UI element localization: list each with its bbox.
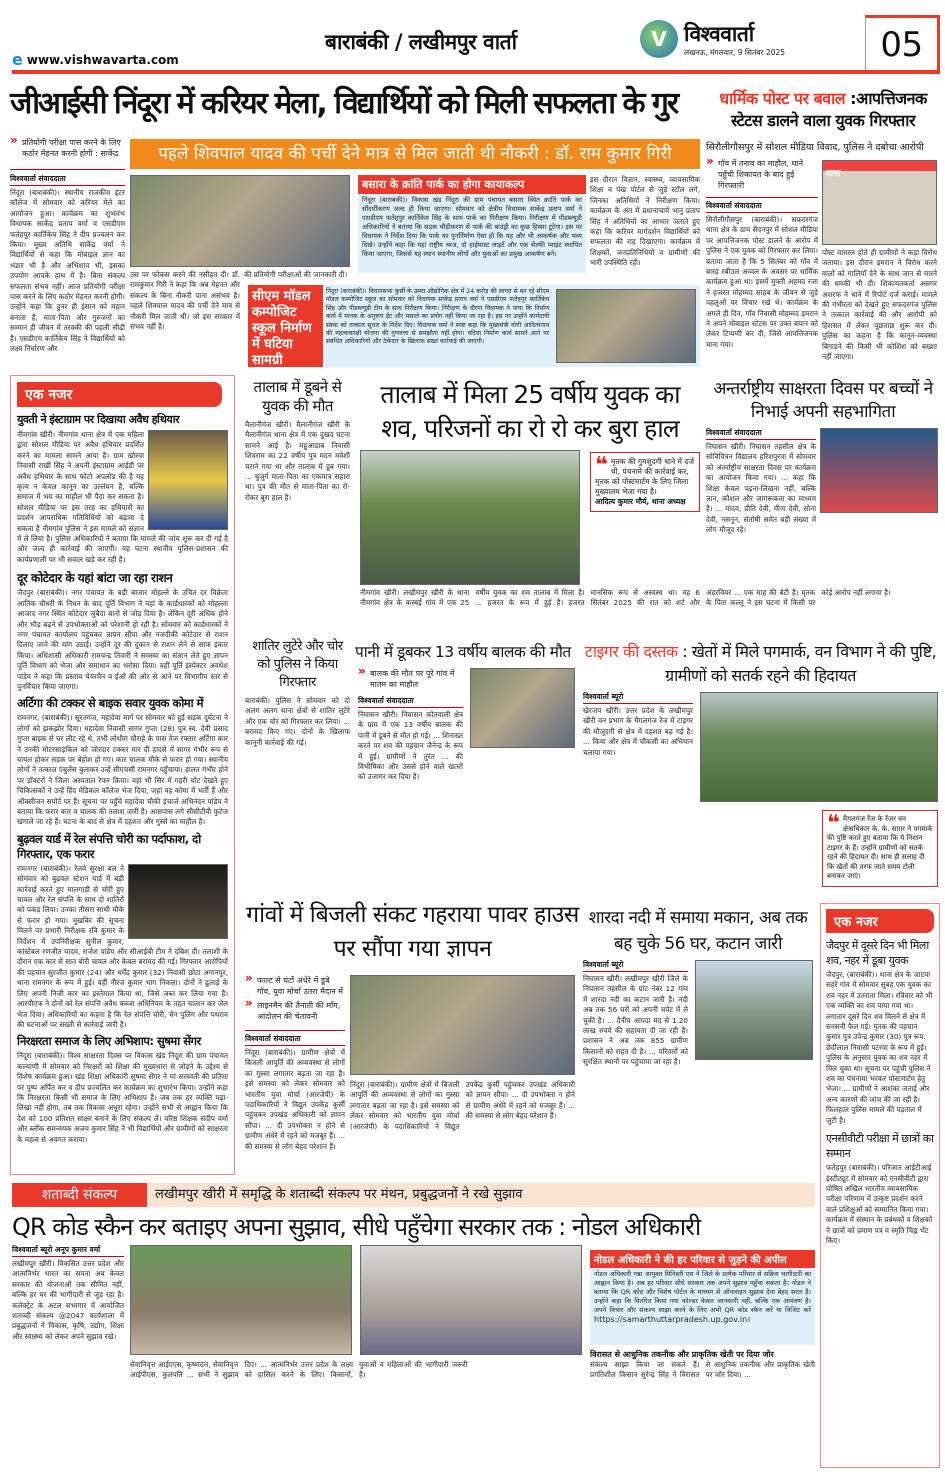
quote-icon: ❝ bbox=[595, 453, 608, 478]
cm-school-title: सीएम मॉडल कम्पोजिट स्कूल निर्माण में घटिया सामग्री bbox=[248, 285, 323, 367]
shatir-headline: शातिर लुटेरे और चोर को पुलिस ने किया गिरफ्तार bbox=[252, 639, 343, 690]
qr-subhead: विरासत से आधुनिक तकनीक और प्राकृतिक खेती पर दिया जोर bbox=[590, 1350, 774, 1359]
portal-link[interactable]: https://samarthuttarpradesh.up.gov.in। bbox=[594, 1315, 751, 1324]
ek-nazar-left-box bbox=[10, 375, 235, 1175]
story-title: निरक्षरता समाज के लिए अभिशाप: सुषमा सेंगर bbox=[17, 1034, 201, 1049]
dharmik-subtitle: सिरौलीगौसपुर में सोशल मीडिया विवाद, पुलिस ने दबोचा आरोपी bbox=[706, 142, 924, 153]
lead-bullet: » प्रतियोगी परीक्षा पास करने के लिए कठोर मेहनत करनी होगी : साकेंद्र bbox=[10, 137, 125, 159]
tiger-headline-rest: : खेतों में मिले पगमार्क, वन विभाग ने की पुष्टि, ग्रामीणों को सतर्क रहने की हिदायत bbox=[665, 642, 937, 685]
paani-bullet: » बालक की मौत पर पूरे गांव में मातम का माहौल bbox=[358, 668, 463, 690]
bijli-body-2: निंदूरा (बाराबंकी)। ग्रामीण क्षेत्रों में बिजली आपूर्ति की अव्यवस्था से लोगों का गुस्सा लगातार बढ़ता जा रहा है। इसे समस्या को लेकर सोमवार को भारतीय युवा मोर्चा (आरजेपी) के पदाधिकारियों ने विद्युत उपकेंद्र कुर्सी पहुंचकर उपखंड अधिकारी को ज्ञापन सौंपा। ... दी उपभोक्ता न होने से ग्रामीण अंधेरे में रहने को मजबूर हैं। ... की समस्या से लोग बेहद परेशान हैं। bbox=[350, 1080, 575, 1131]
nodal-box-body: नोडल अधिकारी गन्ना आयुक्त मिनिस्ती एस ने जिले के प्रत्येक परिवार से सक्रिय भागीदारी का आह्वान किया है। अब हर परिवार सीधे सरकार तक अपने सुझाव पहुँचा सकता है। नोडल ने बताया कि QR कोड और विशेष पोर्टल के माध्यम से ऑनलाइन सुझाव देना बेहद सरल है। उन्होंने कहा कि वितरित किया गया फोल्डर केवल जानकारी नहीं, बल्कि एक आमंत्रण है। अपने विचार और संकल्प साझा करने के लिए अभी QR कोड स्कैन करें या विजिट करें bbox=[594, 1270, 811, 1314]
doobne-body: मैलानीगंज खीरी। मैलानीगंज खीरी के मैलानीगंज थाना क्षेत्र में एक दुखद घटना सामने आई है। महुआडाब निवासी शिवराम का 22 वर्षीय पुत्र मदन मवेशी चराने गया था और तालाब में डूब गया। ... बुजुर्ग माता-पिता का एकमात्र सहारा था। पुत्र की मौत से माता-पिता का रो-रोकर बुरा हाल है। bbox=[245, 420, 350, 502]
hall-photo bbox=[360, 1245, 582, 1355]
cm-school-body: निंदूरा (बाराबंकी)। विधानसभा कुर्सी के उमरा औद्योगिक क्षेत्र में 24 करोड़ की लागत से बन रहे सीएम मॉडल कम्पोजिट स्कूल का सोमवार को विधायक साकेंद्र प्रताप वर्मा ने एसडीएम फतेहपुर कार्तिकेय सिंह और पीडब्ल्यूडी टीम के साथ निरीक्षण किया। निरीक्षण के दौरान विधायक ने पाया कि निर्माण कार्य में मानक के अनुरूप ईंट और मसाले का प्रयोग नहीं किया जा रहा है। इस पर उन्होंने कार्यदायी संस्था को तत्काल सुधार के निर्देश दिए। विधायक वर्मा ने स्पष्ट कहा कि मुख्यमंत्री योगी आदित्यनाथ की महत्वाकांक्षी योजना की गुणवत्ता से समझौता नहीं होगा। घटिया निर्माण कार्य सामने आने पर संबंधित अधिकारियों और ठेकेदार के खिलाफ सख्त कार्रवाई की जाएगी। bbox=[325, 288, 550, 346]
story-body: नीमगांव खीरी। नीमगांव थाना क्षेत्र में एक महिला द्वारा सोशल मीडिया पर अवैध हथियार प्रदर्शित करने का मामला सामने आया है। ग्राम खोरवा निवासी राखी सिंह ने अपनी इंस्टाग्राम आईडी पर अवैध हथियार के साथ फोटो अपलोड की है यह कृत्य न केवल कानून का उल्लंघन है, बल्कि समाज में भय का माहौल भी पैदा कर सकता है। सोशल मीडिया पर इस तरह का हथियारों का प्रदर्शन आपराधिक गतिविधियों को बढ़ावा दे सकता है नीमगांव पुलिस ने इस मामले को संज्ञान में ले लिया है। पुलिस अधिकारियों ने बताया कि मामले की जांच शुरू कर दी गई है और जल्द ही कार्रवाई की जाएगी। यह घटना स्थानीय पुलिस-प्रशासन की कार्यप्रणाली पर भी सवाल खड़े कर रही है। bbox=[17, 430, 228, 564]
lead-banner: पहले शिवपाल यादव की पर्ची देने मात्र से मिल जाती थी नौकरी : डॉ. राम कुमार गिरी bbox=[130, 139, 700, 169]
kranti-park-title: बसारा के क्रांति पार्क का होगा कायाकल्प bbox=[358, 175, 586, 194]
qr-headline: QR कोड स्कैन कर बताइए अपना सुझाव, सीधे पहुँचेगा सरकार तक : नोडल अधिकारी bbox=[12, 1213, 701, 1241]
globe-v-icon: V bbox=[640, 20, 678, 58]
dharmik-bullet: » गॉव में तनाव का माहौल, थाने पहुँची शिकायत के बाद हुई गिरफ्तारी bbox=[706, 158, 818, 191]
kranti-park-box bbox=[358, 175, 586, 273]
kranti-park-body: निंदूरा (बाराबंकी)। विकास खंड निंदूरा की ग्राम पंचायत बसारा स्थित क्रांति पार्क का सौंदर्यीकरण जल्द ही किया जाएगा। सोमवार को क्षेत्रीय विधायक साकेंद्र प्रताप वर्मा ने एसडीएम फतेहपुर कार्तिकेय सिंह के साथ पार्क का निरीक्षण किया। निरीक्षण में पीडब्ल्यूडी अधिकारियों ने बताया कि सड़क चौड़ीकरण से पार्क की बाउंड्री का कुछ हिस्सा टूटेगा। इस पर विधायक ने निर्देश दिया कि पार्क का पुनर्निर्माण ऐसा हो कि यह और भी आकर्षक और भव्य दिखे। उन्होंने कहा कि यहां राष्ट्रीय ध्वज, दो हाईमास्ट लाइटें और एक सेल्फी प्वाइंट स्थापित किया जाएगा, जिससे यह स्थान स्थानीय लोगों और युवाओं का प्रमुख आकर्षण बने। bbox=[362, 196, 582, 258]
shatir-body: बाराबंकी। पुलिस ने सोमवार को दो अलग अलग थाना क्षेत्रों से शातिर लुटेरे और एक चोर को गिरफ्तार कर लिया। ... बरामद किए गए। दोनों के खिलाफ कानूनी कार्रवाई की गई। bbox=[245, 696, 350, 747]
talab-quote: ❝ मृतक की गुमशुदगी थाने में दर्ज थी, पंचनामे की कार्रवाई कर, मृतक को पोस्टमार्टम के लिए जिला मुख्यालय भेजा गया है। आदित्य कुमार मौर्य, थाना अध्यक्ष bbox=[590, 452, 700, 512]
section-title: बाराबंकी / लखीमपुर वार्ता bbox=[325, 30, 517, 54]
sharda-byline: विश्ववार्ता ब्यूरो bbox=[583, 960, 688, 972]
career-fair-photo bbox=[130, 175, 350, 267]
sharda-headline: शारदा नदी में समाया मकान, अब तक बह चुके 56 घर, कटान जारी bbox=[588, 908, 808, 954]
pond-photo bbox=[360, 450, 580, 585]
story-body: जैदपुर, (बाराबंकी)। थाना क्षेत्र के जाटवा सहरे गांव में सोमवार सुबह एक युवक का शव नहर में उतराता मिला। रविवार को भी एक व्यक्ति का शव पाया गया था। लगातार दूसरे दिन शव मिलने से क्षेत्र में सनसनी फैल गई। मृतक की पहचान कुमार पुत्र उपेन्द्र कुमार (30) पुत्र रूप. छेदीलाल निवासी पटरवा के रूप में हुई। पुलिस के अनुसार युवक का शव नहर में मिल चुका था। सूचना पर पहुंची पुलिस ने शव का पंचनामा भरकर पोस्टमार्टम हेतु भेजा। ... ग्रामीणों ने आशंका जताई और अन्य कारणों की जांच की जा रही है। फिलहाल पुलिस मामले की पड़ताल में जुटी है। bbox=[826, 970, 933, 1125]
woman-photo bbox=[148, 430, 228, 530]
talab-body: नीमगांव खीरी। लखीमपुर खीरी के थाना नीमगांव क्षेत्र के कस्बई गांव में एक 25 वर्षीय युवक का शव तालाब में मिला है। ... हजरत के रूप में हुई है। हजरत मानसिक रूप से अस्वस्थ था। वह 6 सितंबर 2025 की रात को शर्ट और अंडरवियर ... एक माह की बेटी है। मृतक के पिता कल्लू ने इस घटना में किसी पर कोई आरोप नहीं लगाया है। bbox=[360, 588, 891, 608]
quote-icon: ❝ bbox=[827, 811, 840, 836]
paani-headline: पानी में डूबकर 13 वर्षीय बालक की मौत bbox=[355, 643, 571, 661]
story-body: रामनगर, (बाराबंकी)। सूरतगंज, महादेवा मार्ग पर सोमवार को हुई सड़क दुर्घटना ने लोगों को झकझोर दिया। महादेवा निवासी सागर गुप्ता (28) पुत्र स्व. देवी प्रसाद गुप्ता बाइक से घर लौट रहे थे, तभी लोधौरा चौराहे के पास तेज रफ्तार अर्टिगा कार ने उनकी मोटरसाइकिल को जोरदार टक्कर मार दी हादसे में सागर गंभीर रूप से घायल होकर सड़क पर बेहोश हो गए। कार चालक मौके से फरार हो गया। स्थानीय लोगों ने तत्काल एंबुलेंस बुलाकर उन्हें सीएचसी रामनगर पहुँचाया। हालत गंभीर होने पर डॉक्टरों ने जिला अस्पताल रेफर किया। वहां भी सिर में गहरी चोट देखते हुए चिकित्सकों ने उन्हें हिंद मेडिकल कॉलेज भेज दिया, जहां वह कोमा में भर्ती हैं और ऑक्सीजन सपोर्ट पर हैं। सूचना पर पहुँचे महादेवा चौकी इंचार्ज अभिनंदन पांडेय ने बताया कि फरार कार व चालक की तलाश जारी है। आसपास लगे सीसीटीवी फुटेज खंगाले जा रहे हैं। घटना के बाद से क्षेत्र में दहशत और गुस्से का माहौल है। bbox=[17, 713, 228, 827]
boy-photo bbox=[470, 668, 575, 748]
power-house-photo bbox=[350, 975, 575, 1075]
bijli-bullet: » फाल्ट से घंटों अंधेरे में डूबे गॉव, युवा मोर्चा उतरा मैदान में bbox=[245, 975, 345, 997]
story-title: जैदपुर में दूसरे दिन भी मिला शव, नहर में डूबा युवक bbox=[826, 939, 929, 967]
children-photo bbox=[820, 428, 938, 513]
tiger-headline-red: टाइगर की दस्तक bbox=[584, 642, 678, 661]
photo-sign: थाना bbox=[825, 169, 841, 179]
school-site-photo bbox=[556, 289, 696, 363]
story-title: दूर कोटेदार के यहां बांटा जा रहा राशन bbox=[17, 571, 173, 586]
doobne-headline: तालाब में डूबने से युवक की मौत bbox=[253, 378, 342, 415]
dharmik-body: सिरौलीगौसपुर (बाराबंकी)। सफदरगंज थाना क्षेत्र के ग्राम सैदनपुर में सोशल मीडिया पर आपत्तिजनक पोस्ट डालने के आरोप में पुलिस ने एक युवक को गिरफ्तार कर लिया। बताया जाता है कि 5 सितंबर को गाँव में बारह रबीउल अव्वल के अवसर पर धार्मिक कार्यक्रम हुआ था। इसमें मुफ्ती अहमद रजा ने हजरत मोहम्मद साहब के जीवन से जुड़े पहलुओं पर विचार रखे थे। कार्यक्रम के अगले ही दिन, गाँव निवासी मोहम्मद इमरान ने अपने मोबाइल स्टेटस पर उक्त बयान को लेकर टिप्पणी कर दी, जिसे आपत्तिजनक माना गया। bbox=[706, 215, 818, 349]
bijli-byline: विश्ववार्ता संवाददाता bbox=[245, 1030, 345, 1046]
page-number-box bbox=[865, 15, 940, 73]
shatabdi-strip bbox=[12, 1183, 815, 1207]
police-station-photo bbox=[822, 160, 937, 245]
bijli-headline: गांवों में बिजली संकट गहराया पावर हाउस पर सौंपा गया ज्ञापन bbox=[246, 902, 579, 962]
lead-headline: जीआईसी निंदूरा में करियर मेला, विद्यार्थियों को मिली सफलता के गुर bbox=[10, 86, 678, 121]
sharda-body: निघासन खीरी। लखीमपुर खीरी जिले के निघासन तहसील के ग्रांट नंबर 12 गांव में शारदा नदी का कटान जारी है। नदी अब तक 56 घरों को अपनी चपेट में ले चुकी है। ... दैनीय आपदा मद से 1.20 लाख रुपये की सहायता दी जा रही है। प्रशासन ने अब तक 855 ग्रामीण किसानों को राहत दी है। ... परिवारों को सुरक्षित स्थानों पर पहुंचाया जा रहा है। bbox=[583, 974, 688, 1067]
saksharta-body: निघासन खीरी। निघासन तहसील क्षेत्र के सोवियित्रन विद्यालय हरिशपुरवा में सोमवार को अंतर्राष्ट्रीय साक्षरता दिवस पर कार्यक्रम का आयोजन किया गया। ... कहा कि शिक्षा केवल पढ़ना-लिखना नहीं, बल्कि ज्ञान, कौशल और जागरूकता का माध्यम है। ... यादव, प्रीति देवी, मीना देवी, सोना देवी, नसनुन, संतोषी समेत बड़ी संख्या में लोग मौजूद रहे। bbox=[706, 442, 816, 535]
story-body: रामनगर (बाराबंकी)। रेलवे सुरक्षा बल ने सोमवार को बुढ़वल स्टेशन यार्ड में बड़ी कार्रवाई करते हुए मालगाड़ी से चोरी हुए चावल और रेल संपत्ति के साथ दो शातिरों को पकड़ लिया। उनका तीसरा साथी मौके से फरार हो गया। मुखबिर की सूचना मिलने पर प्रभारी निरीक्षक रवि कुमार के निर्देशन में उपनिरीक्षक सुनील कुमार, कांस्टेबल रणजीत यादव, राजेश पांडेय और सीआईबी टीम ने दबिश दी। तलाशी के दौरान एक कार से सात बोरी चावल और केबल बरामद की गई। गिरफ्तार आरोपियों की पहचान सुरजीत कुमार (24) और धर्मेंद्र कुमार (32) निवासी छोटा अगानपुर, थाना रामनगर के रूप में हुई। वहीं नीरज कुमार भाग निकला। दोनों ने ढुलाई के लिए अपनी निजी कार का इस्तेमाल किया था, जिसे जब्त कर लिया गया है। आरपीएफ ने दोनों को रेल संपत्ति अवैध कब्जा अधिनियम के तहत चालान कर जेल भेज दिया। अधिकारियों का कहना है कि रेल संपत्ति चोरी, चेन पुलिंग और पथराव की घटनाओं पर सख्ती से कार्रवाई जारी है। bbox=[17, 863, 228, 1029]
website-url[interactable]: e www.vishwavarta.com bbox=[12, 50, 179, 69]
qr-body-2: सेवानिवृत्त आईएएस, कृष्णदत्त, सेवानिवृत्त आईपीएस, कुलपति ... सभी ने सुझाव दिए। ... आत्मनिर्भर उत्तर प्रदेश के लक्ष्य को हासिल करने के लिए। किसानों, युवाओं व महिलाओं की भागीदारी जरूरी है। bbox=[130, 1360, 468, 1380]
lead-body-4: इस दौरान विज्ञान, स्वास्थ्य, व्यावसायिक शिक्षा व पंख पोर्टल से जुड़े स्टॉल लगे, जिनका अतिथियों ने निरीक्षण किया। कार्यक्रम के अंत में प्रधानाचार्य भानु प्रताप सिंह ने अतिथियों का आभार जताते हुए कहा कि करियर मार्गदर्शन विद्यार्थियों को सफलता की राह दिखाएगा। कार्यक्रम में शिक्षकों, जनप्रतिनिधियों व ग्रामीणों की भारी उपस्थिति रही। bbox=[590, 175, 700, 268]
paani-body: निघासन खीरी। निघासन कोतवाली क्षेत्र के ग्राम में एक 13 वर्षीय बालक की पानी में डूबने से मौत हो गई। ... शिनाख्त करने पर शव की पहचान जैनेन्द्र के रूप में हुई। ग्रामीणों ने तुरंत ... की विभीषिका और उससे होने वाले खतरों को उजागर कर दिया है। bbox=[358, 710, 463, 782]
story-body: फतेहपुर (बाराबंकी)। परिजात आईटीआई इंस्टीट्यूट में सोमवार को एनसीवीटी द्वारा घोषित अखिल भारतीय व्यावसायिक परीक्षा परिणाम में उत्कृष्ट प्रदर्शन करने वाले प्रशिक्षुओं को सम्मानित किया गया। कार्यक्रम में संस्थान के प्रबंधकों व शिक्षकों ने छात्रों को प्रमाण पत्र व स्मृति चिह्न भेंट किए। bbox=[826, 1163, 933, 1245]
page-number: 05 bbox=[880, 25, 923, 65]
dharmik-headline-red: धार्मिक पोस्ट पर बवाल bbox=[719, 89, 846, 108]
paani-byline: विश्ववार्ता संवाददाता bbox=[358, 696, 463, 708]
nodal-box-title: नोडल अधिकारी ने की हर परिवार से जुड़ने की अपील bbox=[590, 1250, 815, 1268]
nodal-box bbox=[590, 1250, 815, 1345]
shatabdi-strip-text: लखीमपुर खीरी में समृद्धि के शताब्दी संकल्प पर मंथन, प्रबुद्धजनों ने रखे सुझाव bbox=[155, 1187, 523, 1202]
qr-body: लखीमपुर खीरी। विकसित उत्तर प्रदेश और आत्मनिर्भर भारत का सपना अब केवल सरकार की योजनाओं तक सीमित नहीं, बल्कि हर घर की भागीदारी से जुड़ रहा है। कलेक्ट्रेट के अटल सभागार में आयोजित शताब्दी संकल्प @2047 कार्यशाला में प्रबुद्धजनों ने विकास, कृषि, उद्योग, शिक्षा और स्वास्थ्य को लेकर अपने सुझाव रखे। bbox=[12, 1259, 124, 1341]
story-body: निंदूरा (बाराबंकी)। विश्व साक्षरता दिवस पर विकास खंड निंदूरा की ग्राम पंचायत कल्याणी में सोमवार को निरक्षरों को शिक्षा की मुख्यधारा से जोड़ने के उद्देश्य से विशेष कार्यक्रम हुआ। खंड शिक्षा अधिकारी सुषमा सेंगर ने मां सरस्वती की प्रतिमा पर पुष्प अर्पित कर व दीप प्रज्वलित कर कार्यक्रम का शुभारंभ किया। उन्होंने कहा कि निरक्षरता किसी भी समाज के लिए अभिशाप है। जब तक हर व्यक्ति पढ़ा-लिखा नहीं होगा, तब तक विकास अधूरा रहेगा। उन्होंने सभी से आह्वान किया कि देश को 100 प्रतिशत साक्षर बनाने के लिए संकल्प लें। वरिष्ठ शिक्षक संदीप वर्मा और ब्लॉक समन्वयक अजय कुमार सिंह ने भी विद्यार्थियों और ग्रामीणों को साक्षरता के महत्व से अवगत कराया। bbox=[17, 1051, 228, 1144]
dharmik-headline-rest: :आपत्तिजनक स्टेटस डालने वाला युवक गिरफ्तार bbox=[730, 89, 927, 130]
gathering-photo bbox=[130, 1245, 352, 1355]
pugmark-photo bbox=[700, 692, 938, 802]
lead-body: निंदूरा (बाराबंकी)। स्थानीय राजकीय इंटर कॉलेज में सोमवार को करियर मेले का आयोजन हुआ। कार्यक्रम का शुभारंभ विधायक साकेंद्र प्रताप वर्मा व एसडीएम फतेहपुर कार्तिकेय सिंह ने दीप प्रज्वलन कर किया। मुख्य अतिथि साकेंद्र वर्मा ने विद्यार्थियों से कहा कि मोबाइल ज्ञान का भंडार भी है और अभिशाप भी, इसका उपयोग आपके हाथ में है। बिना संकल्प सफलता संभव नहीं। आज प्रतियोगी परीक्षा पास करने के लिए कठोर मेहनत करनी होगी। उन्होंने कहा कि हुनर ही इंसान को महान बनाता है, माता-पिता और गुरुजनों का सम्मान ही जीवन में तरक्की की पहली सीढ़ी है। एसडीएम कार्तिकेय सिंह ने विद्यार्थियों को लक्ष्य निर्धारण और bbox=[10, 188, 125, 354]
tiger-headline bbox=[583, 640, 938, 688]
header-rule bbox=[12, 70, 940, 74]
lead-body-2: उस पर फोकस करने की नसीहत दी। डॉ. रामकुमार गिरी ने कहा कि अब मेहनत और संकल्प के बिना नौकरी पाना असंभव है। पहले शिवपाल यादव की पर्ची देने मात्र से नौकरी मिल जाती थी। जो इस सरकार में संभव नहीं है। bbox=[130, 270, 240, 332]
dharmik-byline: विश्ववार्ता संवाददाता bbox=[706, 197, 818, 213]
dateline: लखनऊ, मंगलवार, 9 सितंबर 2025 bbox=[684, 48, 786, 57]
ek-nazar-tag: एक नजर bbox=[17, 382, 222, 407]
saksharta-headline: अन्तर्राष्ट्रीय साक्षरता दिवस पर बच्चों ने निभाई अपनी सहभागिता bbox=[713, 379, 933, 422]
story-title: एनसीवीटी परीक्षा में छात्रों का सम्मान bbox=[826, 1132, 934, 1161]
story-title: बुढ़वल यार्ड में रेल संपत्ति चोरी का पर्दाफाश, दो गिरफ्तार, एक फरार bbox=[17, 831, 201, 861]
browser-e-icon: e bbox=[12, 50, 23, 69]
dharmik-headline bbox=[706, 88, 940, 132]
tiger-byline: विश्ववार्ता ब्यूरो bbox=[583, 692, 693, 704]
bijli-bullet: » लाइनमैन की तैनाती की मॉंग, आंदोलन की चेतावनी bbox=[245, 1000, 345, 1022]
lead-body-3: की प्रतियोगी परीक्षाओं की जानकारी दी। bbox=[244, 270, 348, 279]
rpf-photo bbox=[128, 864, 228, 939]
cm-school-box bbox=[248, 285, 700, 367]
bijli-body: निंदूरा (बाराबंकी)। ग्रामीण क्षेत्रों में बिजली आपूर्ति की अव्यवस्था से लोगों का गुस्सा लगातार बढ़ता जा रहा है। इसे समस्या को लेकर सोमवार को भारतीय युवा मोर्चा (आरजेपी) के पदाधिकारियों ने विद्युत उपकेंद्र कुर्सी पहुंचकर उपखंड अधिकारी को ज्ञापन सौंपा। ... दी उपभोक्ता न होने से ग्रामीण अंधेरे में रहने को मजबूर हैं। ... की समस्या से लोग बेहद परेशान हैं। bbox=[245, 1048, 345, 1151]
ek-nazar-tag: एक नजर bbox=[826, 909, 934, 933]
paper-name: विश्ववार्ता bbox=[684, 22, 754, 46]
river-photo bbox=[695, 960, 813, 1060]
story-title: अर्टिगा की टक्कर से बाइक सवार युवक कोमा में bbox=[17, 696, 204, 711]
paper-logo bbox=[640, 20, 785, 58]
story-title: युवती ने इंस्टाग्राम पर दिखाया अवैध हथियार bbox=[17, 413, 180, 426]
story-body: जैदपुर (बाराबंकी)। नगर पंचायत के बड़ी बाजार मोहल्ले के उचित दर विक्रेता आतिक चौधरी के निधन के बाद पूर्ति विभाग ने यहां के कार्डधारकों को मोहल्ला आजाद नगर स्थित कोटेदार जुबैदा बानो से जोड़ दिया है। लेकिन दूरी अधिक होने और भीड़ बढ़ने से उपभोक्ताओं को परेशानी हो रही है। सोमवार को कार्डधारकों ने नगर पंचायत कार्यालय पहुंचकर ज्ञापन सौंपा और नजदीकी कोटेदार से राशन दिलाए जाने की मांग उठाई। उन्होंने दूर की दुकान से राशन लेने से साफ इंकार किया। अधिशासी अधिकारी रामचन्द्र तिवारी ने समस्या का संज्ञान लेते हुए ज्ञापन पूर्ति विभाग को भेजा और समाधान का भरोसा दिया। वहीं पूर्ति इंस्पेक्टर अवधेश पांडेय ने कहा कि प्रस्ताव चेयरमैन व ईओ की ओर से आने पर विभागीय स्तर से पुनर्विचार किया जाएगा। bbox=[17, 588, 228, 691]
qr-body-3: संकल्प साझा किया जा सकते हैं। प्रगतिशील किसान सुरेन्द्र सिंह ने विरासत से आधुनिक तकनीक और प्राकृतिक खेती पर जोर दिया। ... bbox=[590, 1360, 815, 1380]
quote-author: आदित्य कुमार मौर्य, थाना अध्यक्ष bbox=[595, 497, 686, 506]
ek-nazar-right-box bbox=[820, 903, 940, 1468]
lead-byline: विश्ववार्ता संवाददाता bbox=[10, 169, 125, 186]
tiger-quote: ❝ मैगलगंज रेंज के रेंजर वन क्षेत्राधिकार के. के. सागर ने पगमार्क की पुष्टि करते हुए बताया कि ये निशान टाइगर के हैं। उन्होंने ग्रामीणों को सतर्क रहने की हिदायत दी। साथ ही सलाह दी कि खेतों की तरफ जाते समय टोली बनाकर जाएं। bbox=[822, 810, 938, 887]
qr-byline: विश्ववार्ता ब्यूरो अनूप कुमार वर्मा bbox=[12, 1245, 124, 1257]
saksharta-byline: विश्ववार्ता संवाददाता bbox=[706, 428, 816, 440]
dharmik-body-2: पोस्ट वायरल होते ही ग्रामीणों ने कड़ा विरोध जताया। इस दौरान इमरान ने विरोध करने वालों को गालियाँ देने के साथ जान से मारने की धमकी भी दी। शिकायतकर्ता असगर अशरफ ने थाने में रिपोर्ट दर्ज कराई। मामले की गंभीरता को देखते हुए सफदरगंज पुलिस ने तत्काल कार्रवाई की और आरोपी को हिरासत में लेकर पूछताछ शुरू कर दी। पुलिस का कहना है कि कानून-व्यवस्था बिगाड़ने की किसी भी कोशिश को बख्शा नहीं जाएगा। bbox=[822, 248, 937, 362]
shatabdi-tag: शताब्दी संकल्प bbox=[12, 1183, 147, 1207]
tiger-body: खेरजप खीरी। उत्तर प्रदेश के लखीमपुर खीरी वन प्रभाग के मैगलगंज रेंज में टाइगर की मौजूदगी से क्षेत्र में दहशत बढ़ गई है। ... किया और क्षेत्र में चौकसी का अभियान चलाया गया। bbox=[583, 706, 693, 757]
talab-headline: तालाब में मिला 25 वर्षीय युवक का शव, परिजनों का रो रो कर बुरा हाल bbox=[380, 380, 680, 443]
